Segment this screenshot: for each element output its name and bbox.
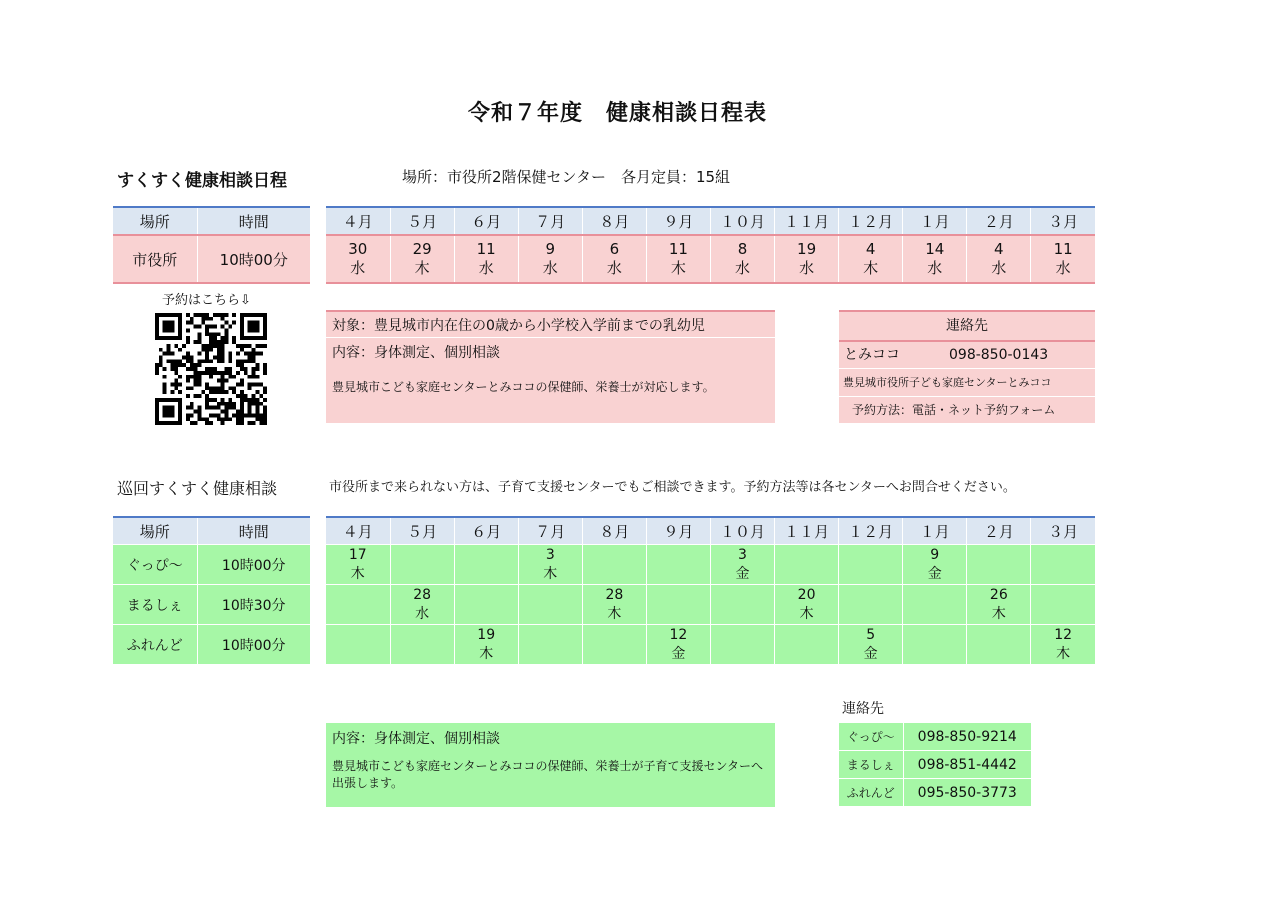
weekday: 金 — [671, 645, 686, 662]
day-number: 8 — [737, 240, 748, 258]
day-cell — [710, 625, 774, 665]
table-row — [113, 545, 310, 585]
table-row — [326, 585, 1095, 625]
time-cell: 10時30分 — [197, 585, 310, 625]
day-number: 11 — [1053, 240, 1073, 258]
weekday: 木 — [991, 605, 1006, 622]
day-cell — [1031, 545, 1095, 585]
day-cell — [646, 625, 710, 665]
day-cell — [903, 235, 967, 283]
day-cell — [390, 235, 454, 283]
day-cell — [582, 235, 646, 283]
day-cell — [710, 545, 774, 585]
day-cell — [326, 545, 390, 585]
table-row — [113, 625, 310, 665]
day-cell — [646, 585, 710, 625]
day-cell — [1031, 585, 1095, 625]
day-cell — [775, 585, 839, 625]
day-cell — [967, 545, 1031, 585]
day-number: 4 — [994, 240, 1004, 258]
contact-org: 豊見城市役所子ども家庭センターとみココ — [839, 369, 1095, 397]
month-header: ５月 — [390, 207, 454, 235]
day-cell — [326, 625, 390, 665]
month-header: ９月 — [646, 517, 710, 545]
day-cell — [582, 545, 646, 585]
day-cell — [582, 625, 646, 665]
day-cell — [326, 585, 390, 625]
day-cell — [839, 545, 903, 585]
month-header: ８月 — [582, 207, 646, 235]
section2-schedule-table — [326, 516, 1095, 664]
month-header: １１月 — [775, 207, 839, 235]
weekday: 水 — [542, 259, 558, 277]
month-header: ６月 — [454, 207, 518, 235]
day-number: 12 — [669, 626, 688, 643]
time-cell: 10時00分 — [197, 235, 310, 283]
day-cell — [1031, 235, 1095, 283]
month-header: ９月 — [646, 207, 710, 235]
place-header: 場所 — [113, 517, 197, 545]
day-number: 29 — [412, 240, 432, 258]
month-header: ２月 — [967, 207, 1031, 235]
weekday: 水 — [478, 259, 494, 277]
time-header: 時間 — [197, 207, 310, 235]
contact-name: とみココ — [844, 347, 900, 363]
contact-phone[interactable]: 098-850-0143 — [949, 347, 1049, 363]
contact-row — [839, 751, 1031, 779]
month-header: １０月 — [710, 517, 774, 545]
page-title: 令和７年度 健康相談日程表 — [467, 101, 767, 126]
day-cell — [839, 625, 903, 665]
contact-phone[interactable]: 098-851-4442 — [903, 751, 1031, 779]
reserve-label: 予約はこちら⇩ — [162, 293, 251, 308]
month-header: ２月 — [967, 517, 1031, 545]
day-number: 19 — [797, 240, 817, 258]
content-text: 内容：身体測定、個別相談 — [332, 345, 500, 361]
table-row — [326, 545, 1095, 585]
day-cell — [518, 235, 582, 283]
day-cell — [967, 625, 1031, 665]
day-cell — [775, 625, 839, 665]
day-cell — [646, 235, 710, 283]
day-number: 30 — [348, 240, 368, 258]
section2-contact-heading: 連絡先 — [842, 701, 884, 717]
day-cell — [967, 235, 1031, 283]
day-cell — [518, 625, 582, 665]
day-number: 11 — [668, 240, 688, 258]
month-header: ７月 — [518, 517, 582, 545]
day-number: 28 — [413, 586, 432, 603]
month-header: １月 — [903, 207, 967, 235]
day-cell — [646, 545, 710, 585]
weekday: 木 — [863, 259, 879, 277]
day-number: 6 — [609, 240, 620, 258]
day-number: 17 — [348, 546, 367, 563]
day-number: 4 — [865, 240, 876, 258]
day-cell — [326, 235, 390, 283]
month-header: ５月 — [390, 517, 454, 545]
place-header: 場所 — [113, 207, 197, 235]
section1-location-info: 場所：市役所2階保健センター 各月定員：15組 — [402, 168, 731, 186]
day-number: 20 — [797, 586, 816, 603]
day-cell — [454, 235, 518, 283]
place-cell: ふれんど — [113, 625, 197, 665]
month-header: １１月 — [775, 517, 839, 545]
section1-info-box — [326, 310, 775, 423]
weekday: 水 — [415, 605, 430, 622]
day-cell — [454, 545, 518, 585]
contact-name: まるしぇ — [839, 751, 903, 779]
day-cell — [710, 235, 774, 283]
section1-heading: すくすく健康相談日程 — [117, 171, 287, 191]
day-number: 3 — [545, 546, 555, 563]
time-header: 時間 — [197, 517, 310, 545]
weekday: 水 — [1055, 259, 1071, 277]
month-header: ４月 — [326, 207, 390, 235]
section2-heading: 巡回すくすく健康相談 — [117, 479, 278, 498]
month-header: ４月 — [326, 517, 390, 545]
section1-contact-box — [839, 310, 1095, 423]
contact-name: ふれんど — [839, 779, 903, 807]
weekday: 水 — [350, 259, 366, 277]
month-header: １月 — [903, 517, 967, 545]
day-cell — [839, 235, 903, 283]
day-cell — [775, 545, 839, 585]
month-header: １２月 — [839, 207, 903, 235]
month-header: １２月 — [839, 517, 903, 545]
day-cell — [518, 585, 582, 625]
staff-note: 豊見城市こども家庭センターとみココの保健師、栄養士が対応します。 — [332, 380, 715, 394]
day-cell — [390, 625, 454, 665]
place-cell: ぐっぴ～ — [113, 545, 197, 585]
weekday: 水 — [735, 259, 751, 277]
section2-note: 市役所まで来られない方は、子育て支援センターでもご相談できます。予約方法等は各センターへお問合せください。 — [329, 480, 1016, 495]
section2-info-box — [326, 723, 775, 807]
content-text: 内容：身体測定、個別相談 — [332, 731, 500, 747]
contact-phone[interactable]: 098-850-9214 — [903, 723, 1031, 751]
qr-code-icon[interactable] — [153, 313, 269, 425]
day-number: 28 — [605, 586, 624, 603]
weekday: 木 — [607, 605, 622, 622]
contact-row — [839, 723, 1031, 751]
weekday: 木 — [1056, 645, 1071, 662]
day-number: 9 — [545, 240, 556, 258]
day-cell — [839, 585, 903, 625]
weekday: 金 — [735, 565, 750, 582]
section1-schedule-table — [326, 206, 1095, 284]
weekday: 水 — [927, 259, 943, 277]
day-cell — [454, 625, 518, 665]
day-number: 26 — [989, 586, 1008, 603]
day-number: 9 — [930, 546, 940, 563]
target-text: 対象：豊見城市内在住の0歳から小学校入学前までの乳幼児 — [326, 310, 775, 338]
contact-row — [839, 342, 1095, 369]
contact-method: 予約方法：電話・ネット予約フォーム — [852, 403, 1056, 417]
day-cell — [518, 545, 582, 585]
weekday: 木 — [670, 259, 686, 277]
day-number: 19 — [477, 626, 496, 643]
month-header: ８月 — [582, 517, 646, 545]
contact-row — [839, 779, 1031, 807]
weekday: 水 — [606, 259, 622, 277]
day-cell — [390, 585, 454, 625]
month-header: ３月 — [1031, 517, 1095, 545]
staff-note: 豊見城市こども家庭センターとみココの保健師、栄養士が子育て支援センターへ出張します。 — [332, 759, 764, 790]
month-header: １０月 — [710, 207, 774, 235]
day-number: 14 — [925, 240, 945, 258]
contact-heading: 連絡先 — [839, 310, 1095, 342]
section2-place-table — [113, 516, 310, 664]
weekday: 水 — [991, 259, 1007, 277]
day-cell — [582, 585, 646, 625]
contact-phone[interactable]: 095-850-3773 — [903, 779, 1031, 807]
time-cell: 10時00分 — [197, 545, 310, 585]
section1-place-table — [113, 206, 310, 284]
section2-contact-table — [839, 723, 1031, 807]
time-cell: 10時00分 — [197, 625, 310, 665]
place-cell: まるしぇ — [113, 585, 197, 625]
month-header: ７月 — [518, 207, 582, 235]
weekday: 木 — [543, 565, 558, 582]
month-header: ３月 — [1031, 207, 1095, 235]
day-cell — [903, 545, 967, 585]
table-row — [113, 585, 310, 625]
place-cell: 市役所 — [113, 235, 197, 283]
day-cell — [903, 585, 967, 625]
day-cell — [454, 585, 518, 625]
day-cell — [967, 585, 1031, 625]
month-header: ６月 — [454, 517, 518, 545]
day-number: 11 — [476, 240, 496, 258]
weekday: 金 — [863, 645, 878, 662]
weekday: 金 — [927, 565, 942, 582]
day-cell — [390, 545, 454, 585]
day-cell — [903, 625, 967, 665]
day-number: 3 — [738, 546, 747, 563]
weekday: 水 — [799, 259, 815, 277]
contact-name: ぐっぴ～ — [839, 723, 903, 751]
day-cell — [1031, 625, 1095, 665]
day-number: 5 — [866, 626, 876, 643]
day-cell — [775, 235, 839, 283]
day-number: 12 — [1054, 626, 1073, 643]
day-cell — [710, 585, 774, 625]
table-row — [326, 625, 1095, 665]
weekday: 木 — [799, 605, 814, 622]
weekday: 木 — [350, 565, 365, 582]
weekday: 木 — [479, 645, 494, 662]
weekday: 木 — [414, 259, 430, 277]
